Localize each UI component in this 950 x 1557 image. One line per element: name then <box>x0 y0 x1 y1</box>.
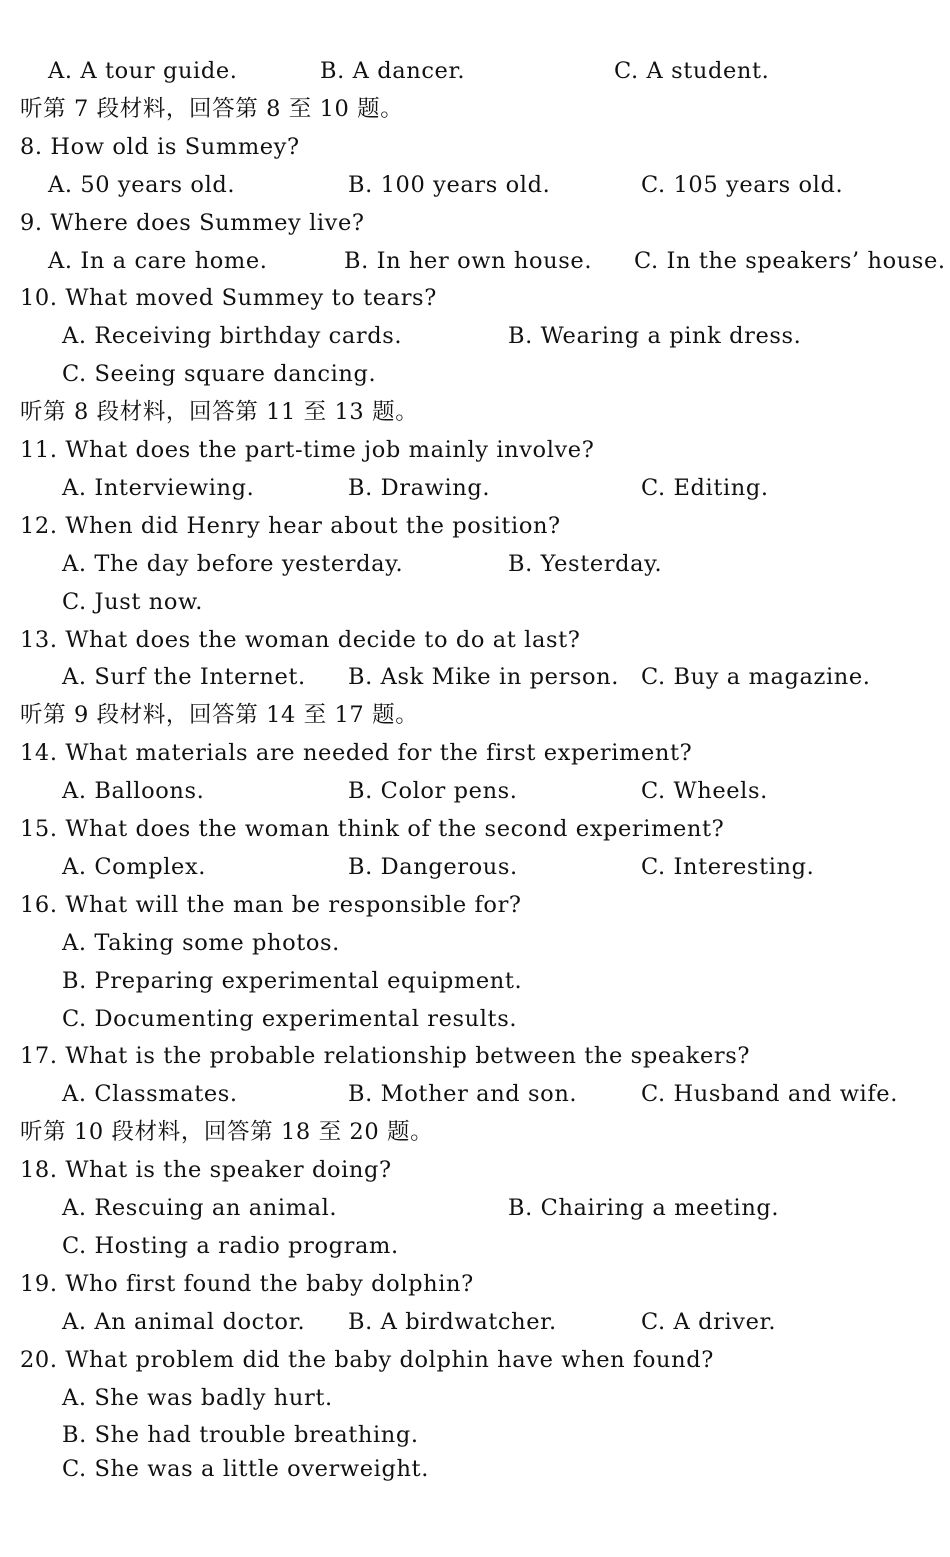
option-a: A. Balloons. <box>62 778 205 805</box>
option-c: C. Buy a magazine. <box>641 664 871 691</box>
question-stem <box>0 1341 950 1379</box>
section-heading <box>0 696 950 734</box>
option-b: B. A dancer. <box>320 58 466 84</box>
question-text: 14. What materials are needed for the first experiment? <box>20 740 693 767</box>
question-text: 16. What will the man be responsible for? <box>20 891 522 918</box>
question-stem <box>0 886 950 924</box>
section-heading-text: 听第 8 段材料，回答第 11 至 13 题。 <box>20 399 419 426</box>
option-b: B. Yesterday. <box>508 550 663 577</box>
option-b: B. Dangerous. <box>348 853 518 880</box>
question-stem <box>0 279 950 317</box>
options-row <box>0 772 950 810</box>
question-stem <box>0 621 950 659</box>
option-c: C. Just now. <box>62 588 203 615</box>
options-row <box>0 1075 950 1113</box>
option-a: A. Taking some photos. <box>62 929 340 956</box>
option-c: C. Wheels. <box>641 778 768 805</box>
option-a: A. Classmates. <box>62 1081 238 1108</box>
options-row <box>0 166 950 204</box>
cut-off-line <box>0 1456 950 1482</box>
option-b: B. A birdwatcher. <box>348 1308 557 1335</box>
option-b: B. Chairing a meeting. <box>508 1195 780 1221</box>
options-row <box>0 583 950 621</box>
option-b: B. Color pens. <box>348 778 518 805</box>
option-c: C. In the speakers’ house. <box>634 247 946 274</box>
option-a: A. Interviewing. <box>62 474 255 501</box>
option-c: C. Hosting a radio program. <box>62 1232 399 1259</box>
options-row <box>0 1303 950 1341</box>
option-b: B. Drawing. <box>348 474 491 501</box>
question-text: 13. What does the woman decide to do at last? <box>20 626 581 653</box>
question-text: 8. How old is Summey? <box>20 133 300 160</box>
question-stem <box>0 1037 950 1075</box>
option-b: B. Wearing a pink dress. <box>508 323 802 350</box>
option-b: B. Mother and son. <box>348 1081 578 1108</box>
option-c: C. 105 years old. <box>641 171 844 198</box>
option-c: C. Documenting experimental results. <box>62 1005 518 1032</box>
option-a: A. A tour guide. <box>48 58 238 84</box>
section-heading <box>0 90 950 128</box>
options-row <box>0 962 950 1000</box>
option-b: B. In her own house. <box>344 247 593 274</box>
options-row <box>0 317 950 355</box>
question-stem <box>0 204 950 242</box>
section-heading <box>0 393 950 431</box>
question-stem <box>0 810 950 848</box>
question-text: 20. What problem did the baby dolphin have when found? <box>20 1346 714 1373</box>
option-b: B. Ask Mike in person. <box>348 664 620 691</box>
section-heading-text: 听第 10 段材料，回答第 18 至 20 题。 <box>20 1119 434 1146</box>
options-row <box>0 355 950 393</box>
question-text: 9. Where does Summey live? <box>20 209 365 236</box>
question-stem <box>0 1265 950 1303</box>
options-row <box>0 1189 950 1227</box>
question-text: 11. What does the part-time job mainly involve? <box>20 437 595 463</box>
question-stem <box>0 128 950 166</box>
question-stem <box>0 1151 950 1189</box>
option-c: C. Interesting. <box>641 853 815 880</box>
section-heading-text: 听第 9 段材料，回答第 14 至 17 题。 <box>20 702 419 729</box>
cut-off-option-c: C. She was a little overweight. <box>62 1456 429 1482</box>
option-c: C. Seeing square dancing. <box>62 361 377 388</box>
option-b: B. She had trouble breathing. <box>62 1422 419 1449</box>
option-a: A. An animal doctor. <box>62 1308 306 1335</box>
option-a: A. Surf the Internet. <box>62 664 306 691</box>
option-a: A. Receiving birthday cards. <box>62 323 403 350</box>
option-a: A. Complex. <box>62 853 207 880</box>
options-row <box>0 848 950 886</box>
option-a: A. She was badly hurt. <box>62 1384 333 1411</box>
options-row <box>0 52 950 90</box>
option-c: C. A driver. <box>641 1308 777 1335</box>
option-a: A. Rescuing an animal. <box>62 1195 338 1221</box>
question-stem <box>0 507 950 545</box>
options-row <box>0 924 950 962</box>
question-text: 12. When did Henry hear about the position? <box>20 512 561 539</box>
options-row <box>0 469 950 507</box>
section-heading <box>0 1113 950 1151</box>
option-c: C. Husband and wife. <box>641 1081 898 1108</box>
question-stem <box>0 431 950 469</box>
options-row <box>0 242 950 280</box>
section-heading-text: 听第 7 段材料，回答第 8 至 10 题。 <box>20 95 404 122</box>
option-c: C. A student. <box>614 58 770 84</box>
option-b: B. 100 years old. <box>348 171 551 198</box>
question-text: 15. What does the woman think of the second experiment? <box>20 816 725 842</box>
option-a: A. 50 years old. <box>48 171 236 198</box>
question-stem <box>0 734 950 772</box>
option-b: B. Preparing experimental equipment. <box>62 967 523 994</box>
question-text: 17. What is the probable relationship between the speakers? <box>20 1043 751 1070</box>
question-text: 18. What is the speaker doing? <box>20 1157 392 1184</box>
options-row <box>0 1416 950 1454</box>
options-row <box>0 658 950 696</box>
option-c: C. Editing. <box>641 474 769 501</box>
options-row <box>0 545 950 583</box>
question-text: 19. Who first found the baby dolphin? <box>20 1270 474 1297</box>
option-a: A. The day before yesterday. <box>62 550 404 577</box>
options-row <box>0 1379 950 1417</box>
question-text: 10. What moved Summey to tears? <box>20 285 437 312</box>
options-row <box>0 1000 950 1038</box>
option-a: A. In a care home. <box>48 247 268 274</box>
options-row <box>0 1227 950 1265</box>
